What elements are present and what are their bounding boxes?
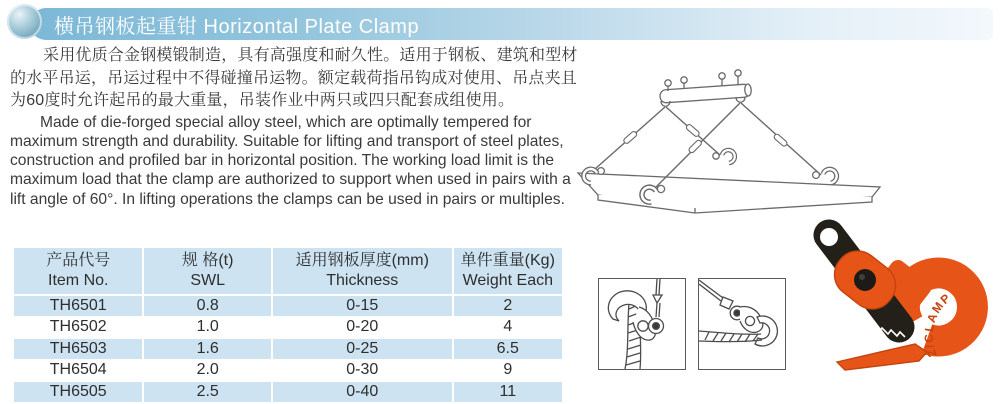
table-row <box>14 382 562 402</box>
col-header-item-no-en: Item No. <box>48 272 109 289</box>
cell-swl: 2.5 <box>144 382 270 402</box>
col-header-weight-zh: 单件重量(Kg) <box>460 252 555 269</box>
cell-thickness: 0-40 <box>273 382 452 402</box>
cell-item-no: TH6502 <box>49 318 107 336</box>
arm-shackle-hole <box>820 228 838 246</box>
cell-swl: 0.8 <box>144 296 270 316</box>
table-row <box>14 339 562 359</box>
description-zh: 采用优质合金钢模锻制造，具有高强度和耐久性。适用于钢板、建筑和型材的水平吊运，吊运过程中不得碰撞吊运物。额定载荷指吊钩成对使用、吊点夹且为60度时允许起吊的最大重量，吊装作业中两只或四只配套成组使用。 <box>10 47 578 109</box>
spec-table <box>12 246 564 404</box>
table-row <box>14 318 562 338</box>
cell-weight: 2 <box>454 296 562 316</box>
cell-weight: 11 <box>454 382 562 402</box>
cell-thickness: 0-25 <box>273 339 452 359</box>
shackle-and-wire <box>649 279 664 334</box>
cell-weight: 4 <box>503 318 513 336</box>
sphere-ornament-icon <box>7 4 42 39</box>
clamp-product-photo <box>785 218 1000 403</box>
plate-lifting-illustration <box>575 45 1000 225</box>
cell-swl: 1.6 <box>144 339 270 359</box>
cell-weight: 9 <box>503 361 513 379</box>
col-header-weight <box>454 248 562 294</box>
cell-thickness: 0-30 <box>346 361 379 379</box>
cell-item-no: TH6505 <box>14 382 142 402</box>
col-header-swl-zh: 规 格(t) <box>181 252 234 269</box>
table-row <box>14 361 562 381</box>
col-header-item-no <box>14 248 142 294</box>
cell-thickness: 0-20 <box>346 318 379 336</box>
col-header-thickness <box>273 248 452 294</box>
col-header-item-no-zh: 产品代号 <box>46 252 111 269</box>
table-header-row <box>14 248 562 294</box>
col-header-thickness-zh: 适用钢板厚度(mm) <box>295 252 429 269</box>
usage-diagram-horizontal-icon <box>699 279 785 369</box>
cell-item-no: TH6501 <box>14 296 142 316</box>
embossed-marking: 2/CLAMP <box>921 290 955 359</box>
spreader-beam <box>660 70 752 106</box>
cell-weight: 6.5 <box>454 339 562 359</box>
pivot-pin <box>854 269 876 291</box>
wire-diagonal <box>699 280 744 320</box>
description-block <box>10 45 578 209</box>
cell-swl: 1.0 <box>196 318 219 336</box>
table-row <box>14 296 562 316</box>
header-bar <box>30 8 993 40</box>
page-title: 横吊钢板起重钳 Horizontal Plate Clamp <box>54 15 420 38</box>
description-en: Made of die-forged special alloy steel, which are optimally tempered for maximum strength and durability. Suitable for lifting and transport of steel plates, construction and profiled bar in horizontal position. The working load limit is the maximum load that the clamp are authorized to support when used in pairs with a lift angle of 60°. In lifting operations the clamps can be used in pairs or multiples. <box>10 113 571 208</box>
cell-swl: 2.0 <box>196 361 219 379</box>
usage-diagram-horizontal-grip <box>698 278 786 370</box>
col-header-thickness-en: Thickness <box>326 272 399 289</box>
cell-item-no: TH6504 <box>49 361 107 379</box>
usage-diagram-vertical-grip <box>598 278 686 370</box>
col-header-swl <box>144 248 270 294</box>
usage-diagram-vertical-icon <box>599 279 685 369</box>
cell-item-no: TH6503 <box>14 339 142 359</box>
col-header-swl-en: SWL <box>190 272 226 289</box>
col-header-weight-en: Weight Each <box>462 272 553 289</box>
cell-thickness: 0-15 <box>273 296 452 316</box>
